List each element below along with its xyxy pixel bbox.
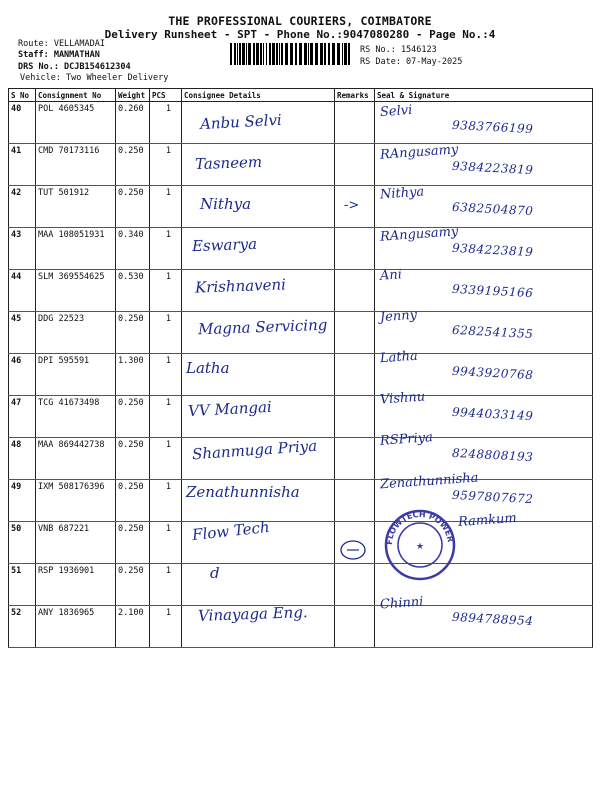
handwritten-consignee: Latha — [186, 359, 230, 377]
row-sno: 47 — [9, 396, 36, 438]
handwritten-signature: Ramkum — [457, 510, 518, 531]
handwritten-signature: RAngusamy — [379, 224, 459, 245]
handwritten-signature: Jenny — [379, 307, 418, 326]
row-sno: 44 — [9, 270, 36, 312]
row-consignment-no: MAA 108051931 — [36, 228, 116, 270]
handwritten-phone: 9943920768 — [451, 363, 534, 383]
handwritten-phone: 9944033149 — [451, 404, 534, 424]
route-label: Route: VELLAMADAI — [18, 39, 105, 49]
handwritten-phone: 8248808193 — [451, 445, 534, 465]
row-weight: 0.250 — [116, 564, 150, 606]
row-remarks-cell — [335, 480, 375, 522]
row-consignment-no: CMD 70173116 — [36, 144, 116, 186]
svg-text:★: ★ — [415, 542, 425, 552]
handwritten-consignee: d — [210, 564, 220, 582]
row-pcs: 1 — [150, 438, 182, 480]
row-sno: 43 — [9, 228, 36, 270]
row-remarks-cell — [335, 102, 375, 144]
row-pcs: 1 — [150, 102, 182, 144]
handwritten-signature: RAngusamy — [379, 142, 459, 163]
row-pcs: 1 — [150, 564, 182, 606]
handwritten-signature: Chinni — [379, 594, 424, 613]
stamp-text: FLOWTECH POWER — [384, 509, 455, 546]
table-row — [9, 522, 593, 564]
handwritten-consignee: Shanmuga Priya — [191, 436, 318, 464]
handwritten-phone: 9384223819 — [451, 240, 534, 260]
row-pcs: 1 — [150, 270, 182, 312]
handwritten-phone: 9894788954 — [451, 609, 534, 629]
row-weight: 0.340 — [116, 228, 150, 270]
drs-label: DRS No.: DCJB154612304 — [18, 62, 131, 72]
handwritten-circle-mark — [338, 538, 368, 562]
company-seal-stamp — [383, 508, 457, 582]
row-consignment-no: POL 4605345 — [36, 102, 116, 144]
row-sno: 51 — [9, 564, 36, 606]
handwritten-signature: Ani — [379, 267, 403, 284]
handwritten-signature: Vishnu — [379, 389, 426, 408]
row-pcs: 1 — [150, 144, 182, 186]
handwritten-signature: Latha — [379, 348, 419, 367]
handwritten-phone: 9383766199 — [451, 117, 534, 137]
handwritten-phone: 6282541355 — [451, 322, 534, 342]
row-sno: 41 — [9, 144, 36, 186]
row-pcs: 1 — [150, 186, 182, 228]
row-weight: 2.100 — [116, 606, 150, 648]
handwritten-consignee: Magna Servicing — [197, 315, 328, 339]
handwritten-consignee: Flow Tech — [191, 517, 271, 545]
row-weight: 0.250 — [116, 144, 150, 186]
page-title: THE PROFESSIONAL COURIERS, COIMBATORE — [168, 14, 432, 28]
row-sno: 46 — [9, 354, 36, 396]
col-header-pcs: PCS — [150, 89, 182, 102]
handwritten-consignee: Vinayaga Eng. — [197, 603, 308, 625]
runsheet-subtitle: Delivery Runsheet - SPT - Phone No.:9047080280 - Page No.:4 — [104, 28, 496, 41]
row-pcs: 1 — [150, 354, 182, 396]
row-pcs: 1 — [150, 480, 182, 522]
col-header-sno: S No — [9, 89, 36, 102]
row-pcs: 1 — [150, 228, 182, 270]
col-header-signature: Seal & Signature — [375, 89, 593, 102]
row-pcs: 1 — [150, 522, 182, 564]
handwritten-signature: Selvi — [379, 102, 413, 121]
row-consignment-no: VNB 687221 — [36, 522, 116, 564]
row-remarks-cell — [335, 396, 375, 438]
handwritten-consignee: Zenathunnisha — [186, 483, 300, 501]
col-header-consignment: Consignment No — [36, 89, 116, 102]
row-sno: 52 — [9, 606, 36, 648]
row-remarks-cell — [335, 144, 375, 186]
row-remarks-cell — [335, 438, 375, 480]
row-weight: 1.300 — [116, 354, 150, 396]
handwritten-phone: 9384223819 — [451, 158, 534, 178]
row-remarks-cell — [335, 354, 375, 396]
row-weight: 0.250 — [116, 438, 150, 480]
handwritten-phone: 9339195166 — [451, 281, 534, 301]
row-weight: 0.250 — [116, 312, 150, 354]
row-weight: 0.250 — [116, 522, 150, 564]
row-weight: 0.530 — [116, 270, 150, 312]
row-consignment-no: RSP 1936901 — [36, 564, 116, 606]
handwritten-phone: 9597807672 — [451, 487, 534, 507]
handwritten-signature: RSPriya — [379, 430, 434, 449]
row-consignment-no: DPI 595591 — [36, 354, 116, 396]
row-remarks-cell — [335, 270, 375, 312]
row-consignee-cell — [182, 564, 335, 606]
col-header-consignee: Consignee Details — [182, 89, 335, 102]
row-weight: 0.250 — [116, 186, 150, 228]
row-sno: 45 — [9, 312, 36, 354]
handwritten-signature: Zenathunnisha — [379, 470, 479, 493]
handwritten-consignee: Eswarya — [191, 234, 258, 256]
col-header-remarks: Remarks — [335, 89, 375, 102]
row-consignment-no: DDG 22523 — [36, 312, 116, 354]
row-remarks-cell — [335, 606, 375, 648]
row-sno: 49 — [9, 480, 36, 522]
row-pcs: 1 — [150, 606, 182, 648]
row-sno: 48 — [9, 438, 36, 480]
table-row — [9, 564, 593, 606]
row-remarks-cell — [335, 228, 375, 270]
row-consignment-no: ANY 1836965 — [36, 606, 116, 648]
handwritten-consignee: Anbu Selvi — [199, 110, 283, 134]
staff-label: Staff: MANMATHAN — [18, 50, 100, 60]
handwritten-remark: -> — [344, 198, 360, 213]
row-pcs: 1 — [150, 396, 182, 438]
handwritten-consignee: Nithya — [200, 195, 252, 213]
row-weight: 0.260 — [116, 102, 150, 144]
vehicle-label: Vehicle: Two Wheeler Delivery — [20, 73, 169, 83]
row-consignment-no: IXM 508176396 — [36, 480, 116, 522]
row-remarks-cell — [335, 312, 375, 354]
handwritten-consignee: VV Mangai — [187, 397, 273, 421]
row-consignment-no: SLM 369554625 — [36, 270, 116, 312]
table-header-row — [9, 89, 593, 102]
row-remarks-cell — [335, 564, 375, 606]
row-sno: 50 — [9, 522, 36, 564]
row-pcs: 1 — [150, 312, 182, 354]
row-sno: 40 — [9, 102, 36, 144]
row-weight: 0.250 — [116, 480, 150, 522]
row-consignment-no: TCG 41673498 — [36, 396, 116, 438]
handwritten-consignee: Tasneem — [194, 152, 263, 174]
row-consignment-no: TUT 501912 — [36, 186, 116, 228]
handwritten-phone: 6382504870 — [451, 199, 534, 219]
handwritten-consignee: Krishnaveni — [194, 275, 287, 297]
col-header-weight: Weight — [116, 89, 150, 102]
handwritten-signature: Nithya — [379, 184, 425, 203]
barcode — [230, 43, 352, 65]
rs-date: RS Date: 07-May-2025 — [360, 57, 463, 67]
row-sno: 42 — [9, 186, 36, 228]
rs-number: RS No.: 1546123 — [360, 45, 437, 55]
row-consignment-no: MAA 869442738 — [36, 438, 116, 480]
row-weight: 0.250 — [116, 396, 150, 438]
